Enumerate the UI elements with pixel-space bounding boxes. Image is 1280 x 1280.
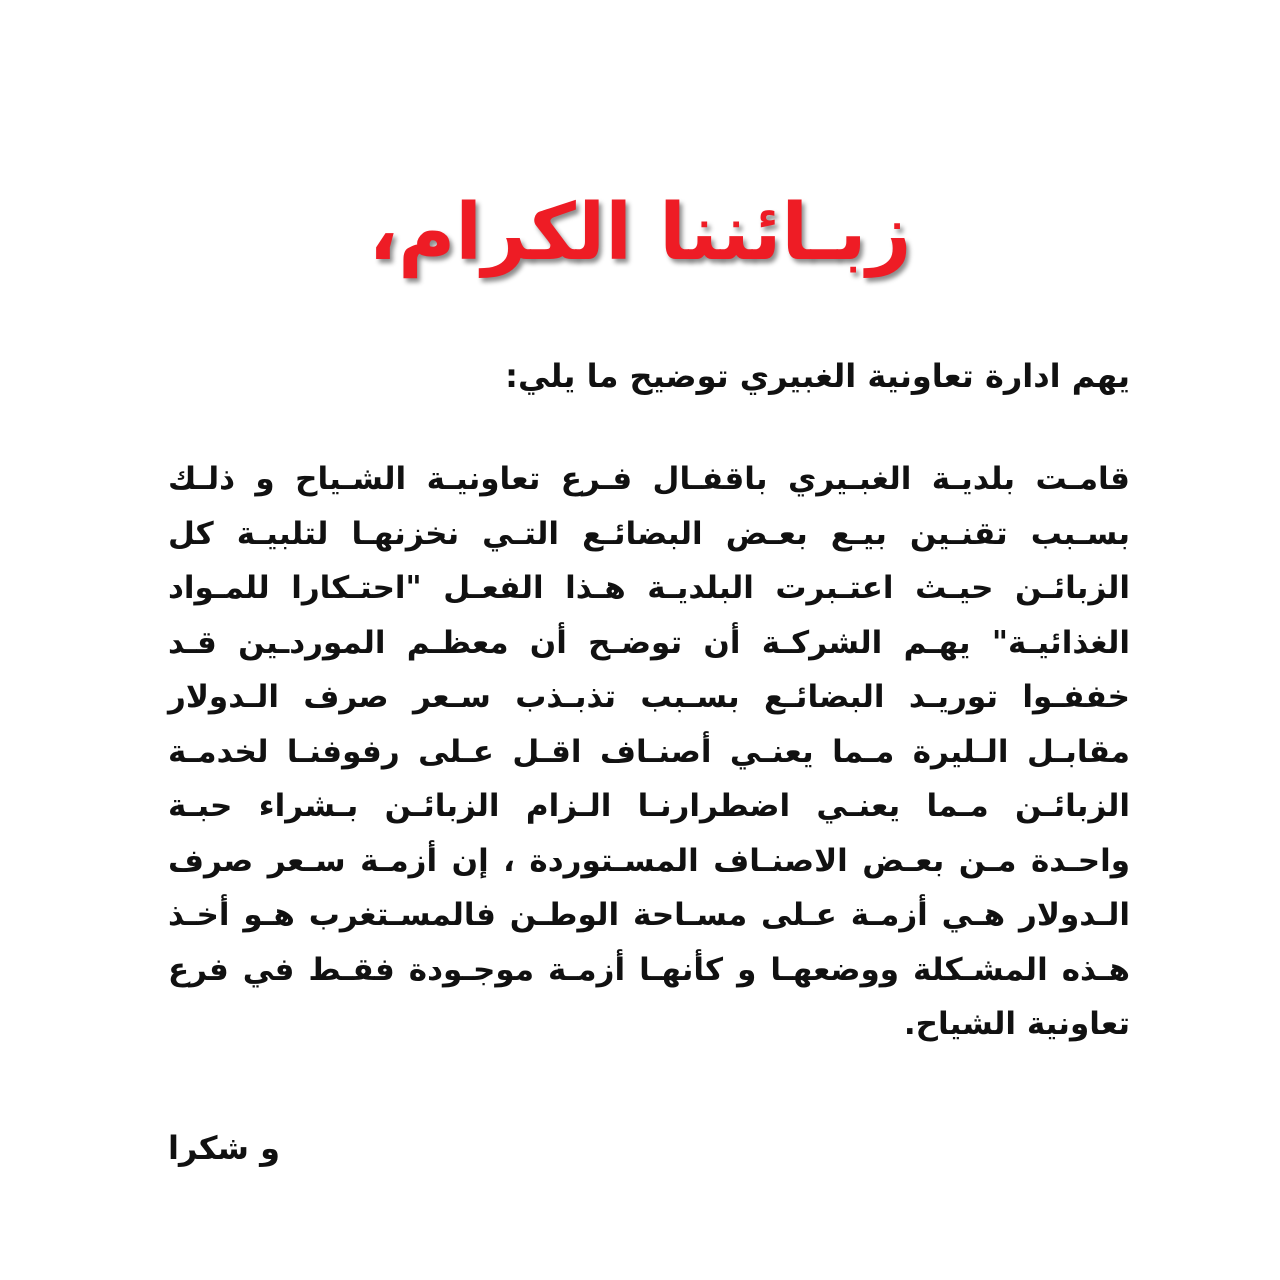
notice-title: زبـائننا الكرام، [368, 188, 912, 278]
notice-body: قامـت بلديـة الغبـيري باقفـال فـرع تعاونيـة الشـياح و ذلـك بسـبب تقنـين بيـع بعـض البضائـع التـي نخزنهـا لتلبيـة كل الزبائـن حيـث اعتـبرت البلديـة هـذا الفعـل "احتـكارا للمـواد الغذائيـة" يهـم الشركـة أن توضـح أن معظـم الموردـين قـد خففـوا توريـد البضائـع بسـبب تذبـذب سـعر صرف الـدولار مقابـل الـليرة مـما يعنـي أصنـاف اقـل عـلى رفوفنـا لخدمـة الزبائـن مـما يعنـي اضطرارنـا الـزام الزبائـن بـشراء حبـة واحـدة مـن بعـض الاصنـاف المسـتوردة ، إن أزمـة سـعر صرف الـدولار هـي أزمـة عـلى مسـاحة الوطـن فالمسـتغرب هـو أخـذ هـذه المشـكلة ووضعهـا و كأنهـا أزمـة موجـودة فقـط في فرع تعاونية الشياح. [168, 461, 1130, 1042]
notice-intro: يهم ادارة تعاونية الغبيري توضيح ما يلي: [505, 357, 1130, 395]
notice-closing: و شكرا [168, 1129, 280, 1167]
